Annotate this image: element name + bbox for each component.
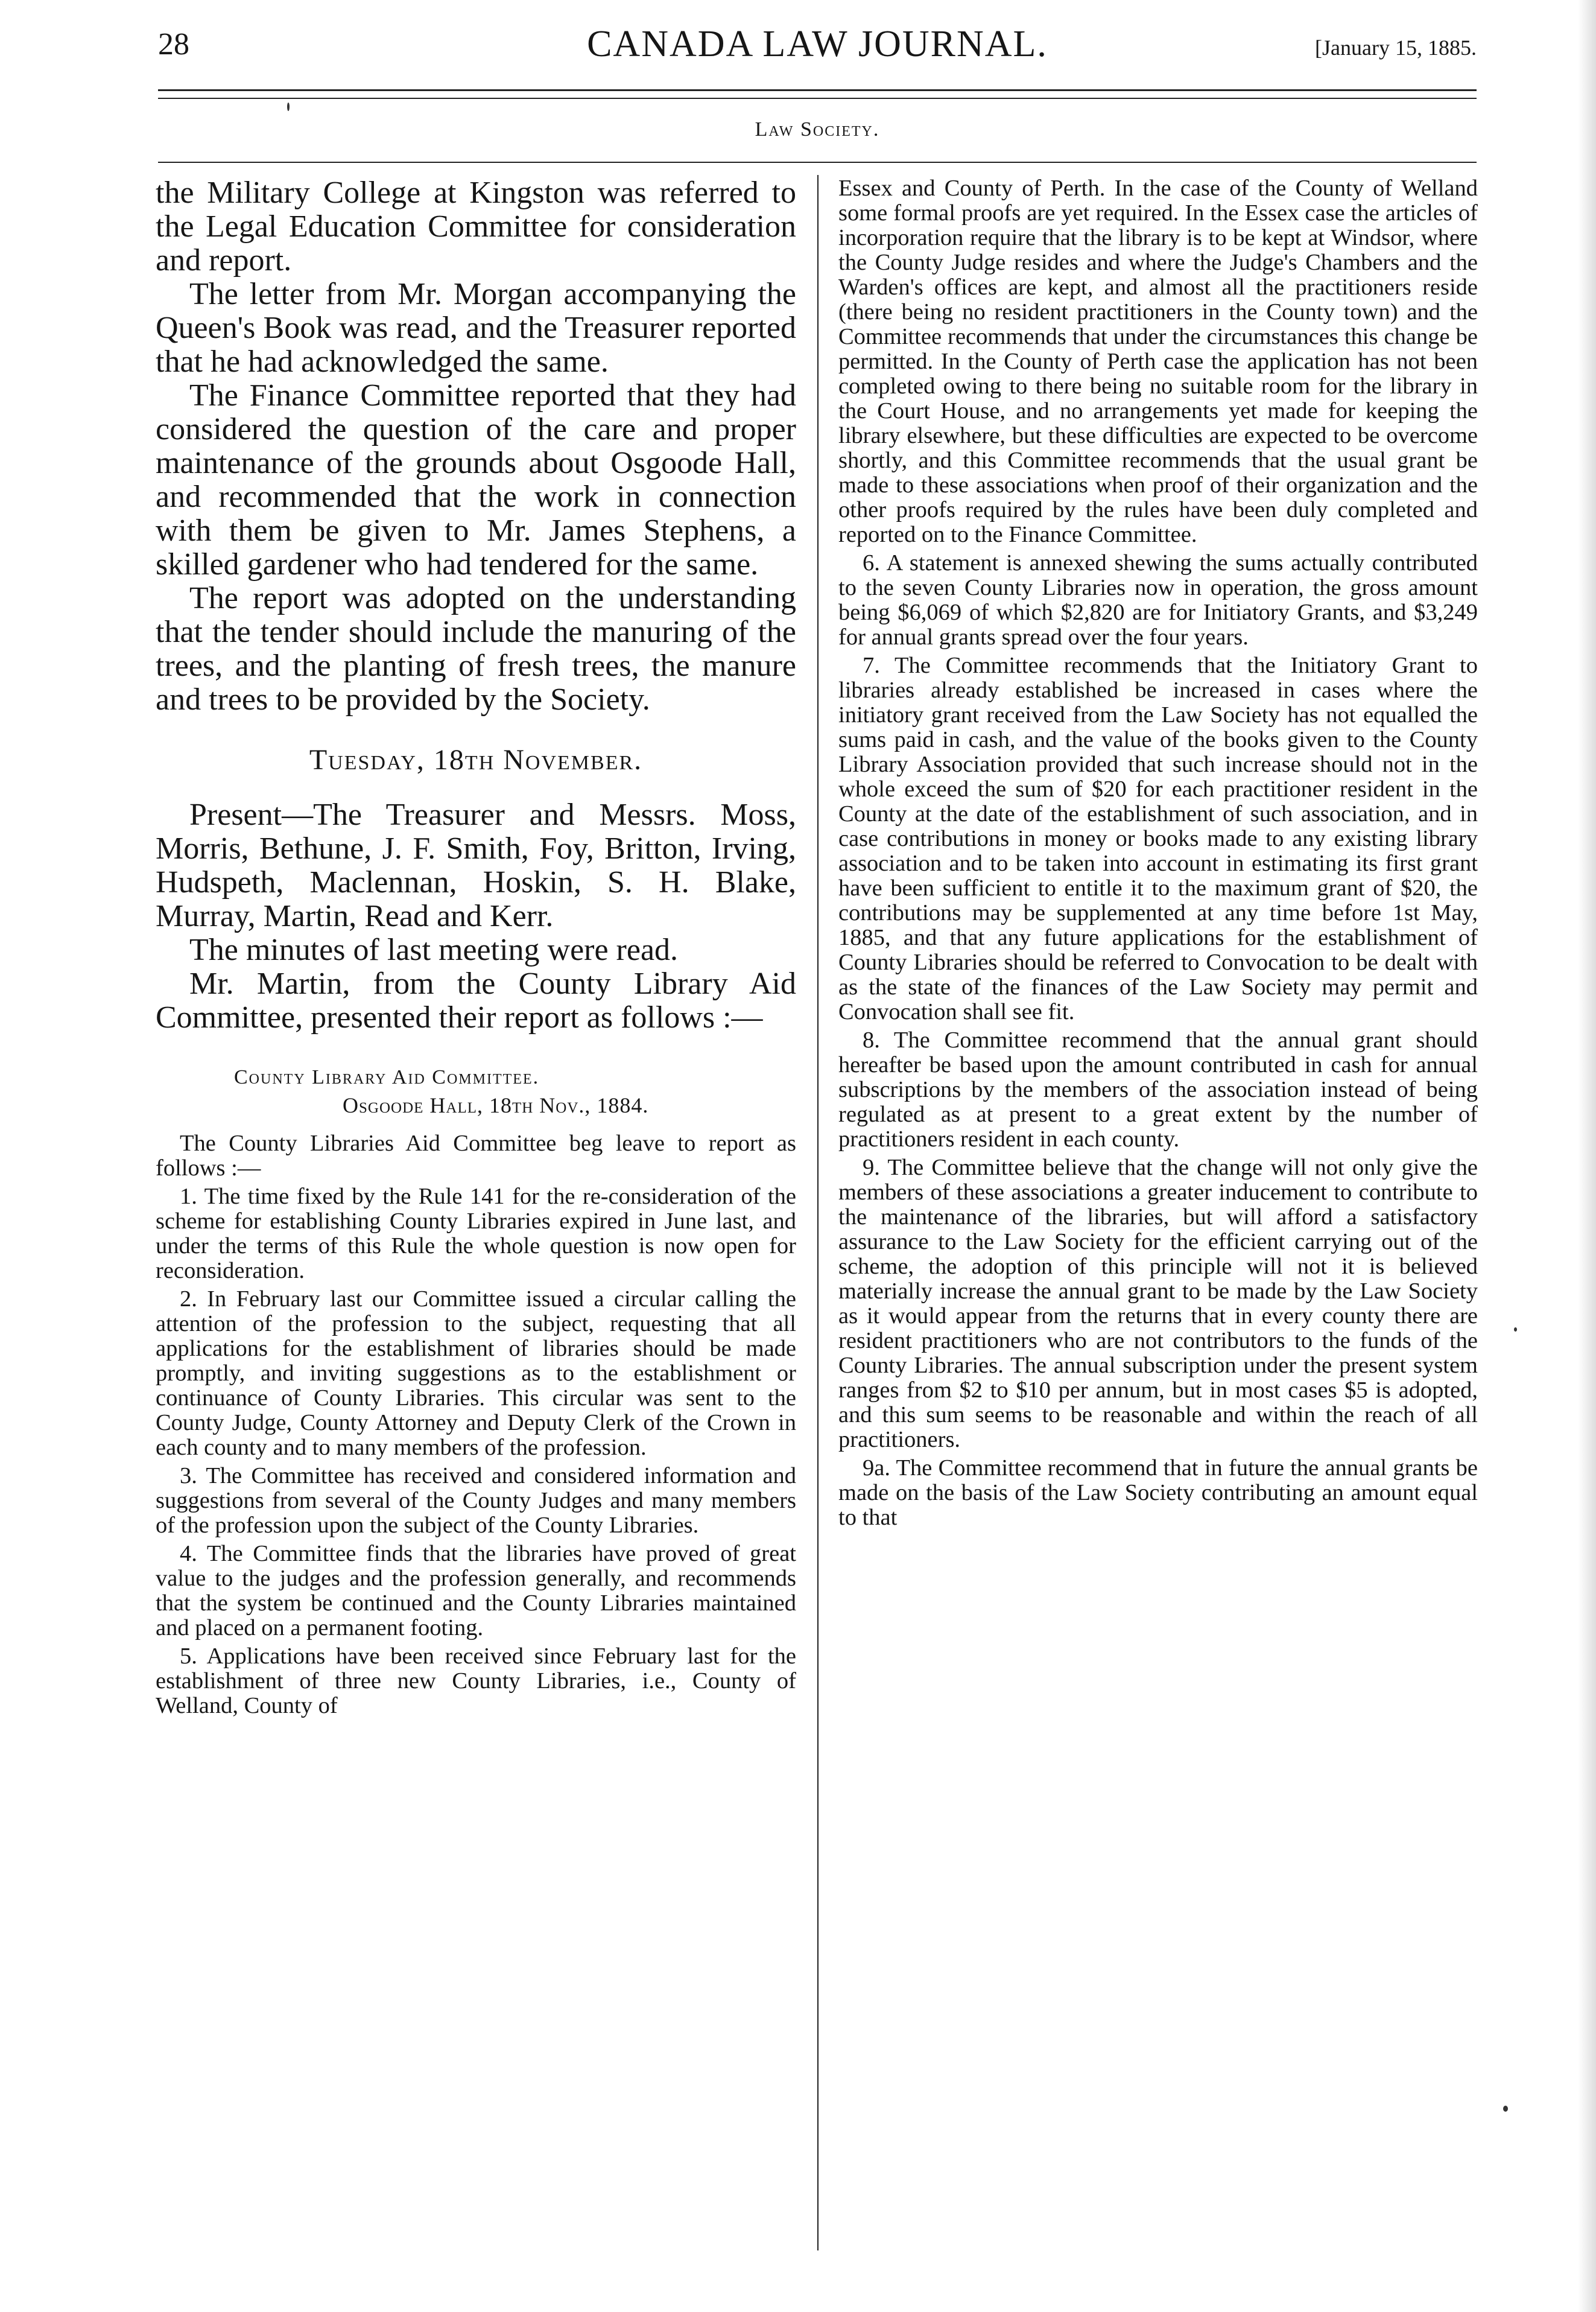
report-paragraph: 9a. The Committee recommend that in future the annual grants be made on the basis of the Law Society contributing an amount equal to that — [838, 1455, 1478, 1530]
report-dateline: Osgoode Hall, 18th Nov., 1884. — [343, 1093, 649, 1117]
section-heading: Law Society. — [755, 118, 880, 141]
issue-date: [January 15, 1885. — [1315, 36, 1477, 60]
right-column — [838, 176, 1478, 2252]
paragraph: The letter from Mr. Morgan accompanying the Queen's Book was read, and the Treasurer reported that he had acknowledged the same. — [156, 277, 796, 379]
report-paragraph: 8. The Committee recommend that the annual grant should hereafter be based upon the amount contributed in cash for annual subscriptions by the members of the association instead of being regulated as at present to a great extent by the number of practitioners resident in each county. — [838, 1027, 1478, 1152]
header-rule-double — [158, 98, 1477, 99]
paragraph: The minutes of last meeting were read. — [189, 933, 679, 967]
print-speck — [1514, 1327, 1517, 1332]
running-head — [158, 23, 1477, 71]
report-paragraph: Essex and County of Perth. In the case of the County of Welland some formal proofs are yet required. In the Essex case the articles of incorporation require that the library is to be kept at Windsor, where the County Judge resides and where the Judge's Chambers and the Warden's offices are kept, and almost all the practitioners reside (there being no resident practitioners in the County town) and the Committee recommends that under the circumstances this change be permitted. In the County of Perth case the application has not been completed owing to there being no suitable room for the library in the Court House, and no arrangements yet made for keeping the library elsewhere, but these difficulties are expected to be overcome shortly, and this Committee recommends that the usual grant be made to these associations when proof of their organization and the other proofs required by the rules have been duly completed and reported on to the Finance Committee. — [838, 176, 1478, 547]
page-number: 28 — [158, 27, 189, 62]
header-rule-top — [158, 89, 1477, 91]
report-paragraph: 1. The time fixed by the Rule 141 for the re-consideration of the scheme for establishing County Libraries expired in June last, and under the terms of this Rule the whole question is now open for reconsideration. — [156, 1184, 796, 1283]
report-paragraph: 4. The Committee finds that the libraries have proved of great value to the judges and the profession generally, and recommends that the system be continued and the County Libraries maintained and placed on a permanent footing. — [156, 1541, 796, 1640]
report-heading: County Library Aid Committee. — [234, 1066, 540, 1088]
meeting-day-heading: Tuesday, 18th November. — [309, 744, 643, 776]
print-speck — [1503, 2106, 1508, 2112]
column-divider — [817, 175, 819, 2250]
report-paragraph: The County Libraries Aid Committee beg leave to report as follows :— — [156, 1131, 796, 1181]
paragraph: Present—The Treasurer and Messrs. Moss, Morris, Bethune, J. F. Smith, Foy, Britton, Irving, Hudspeth, Maclennan, Hoskin, S. H. Blake, Murray, Martin, Read and Kerr. — [156, 798, 796, 933]
paragraph: the Military College at Kingston was referred to the Legal Education Committee for consideration and report. — [156, 176, 796, 278]
paragraph: The Finance Committee reported that they had considered the question of the care and proper maintenance of the grounds about Osgoode Hall, and recommended that the work in connection with them be given to Mr. James Stephens, a skilled gardener who had tendered for the same. — [156, 378, 796, 582]
report-paragraph: 9. The Committee believe that the change will not only give the members of these associations a greater inducement to contribute to the maintenance of the libraries, but will afford a satisfactory assurance to the Law Society for the efficient carrying out of the scheme, the adoption of this principle will not it is believed materially increase the annual grant to be made by the Law Society as it would appear from the returns that in every county there are resident practitioners who are not contributors to the funds of the County Libraries. The annual subscription under the present system ranges from $2 to $10 per annum, but in most cases $5 is adopted, and this sum seems to be reasonable and within the reach of all practitioners. — [838, 1155, 1478, 1452]
report-paragraph: 3. The Committee has received and considered information and suggestions from several of the County Judges and many members of the profession upon the subject of the County Libraries. — [156, 1463, 796, 1538]
print-speck — [287, 103, 290, 111]
report-paragraph: 7. The Committee recommends that the Initiatory Grant to libraries already established be increased in cases where the initiatory grant received from the Law Society has not equalled the sums paid in cash, and the value of the books given to the County Library Association provided that such increase should not in the whole exceed the sum of $20 for each practitioner resident in the County at the date of the establishment of such association, and in case contributions in money or books made to any existing library association and to be taken into account in estimating its first grant have been sufficient to entitle it to the maximum grant of $20, the contributions may be supplemented at any time before 1st May, 1885, and that any future applications for the establishment of County Libraries should be referred to Convocation to be dealt with as the state of the finances of the Law Society may permit and Convocation shall see fit. — [838, 653, 1478, 1024]
paragraph: Mr. Martin, from the County Library Aid Committee, presented their report as follows :— — [156, 967, 796, 1035]
paragraph: The report was adopted on the understanding that the tender should include the manuring of the trees, and the planting of fresh trees, the manure and trees to be provided by the Society. — [156, 581, 796, 717]
section-rule — [158, 162, 1477, 163]
page-edge-shadow — [1578, 0, 1596, 2312]
report-paragraph: 5. Applications have been received since February last for the establishment of three new County Libraries, i.e., County of Welland, County of — [156, 1643, 796, 1718]
report-paragraph: 6. A statement is annexed shewing the sums actually contributed to the seven County Libraries now in operation, the gross amount being $6,069 of which $2,820 are for Initiatory Grants, and $3,249 for annual grants spread over the four years. — [838, 550, 1478, 650]
left-column — [156, 176, 796, 2252]
report-paragraph: 2. In February last our Committee issued a circular calling the attention of the profession to the subject, requesting that all applications for the establishment of libraries should be made promptly, and inviting suggestions as to the establishment or continuance of County Libraries. This circular was sent to the County Judge, County Attorney and Deputy Clerk of the Crown in each county and to many members of the profession. — [156, 1286, 796, 1460]
journal-title: CANADA LAW JOURNAL. — [587, 24, 1048, 65]
